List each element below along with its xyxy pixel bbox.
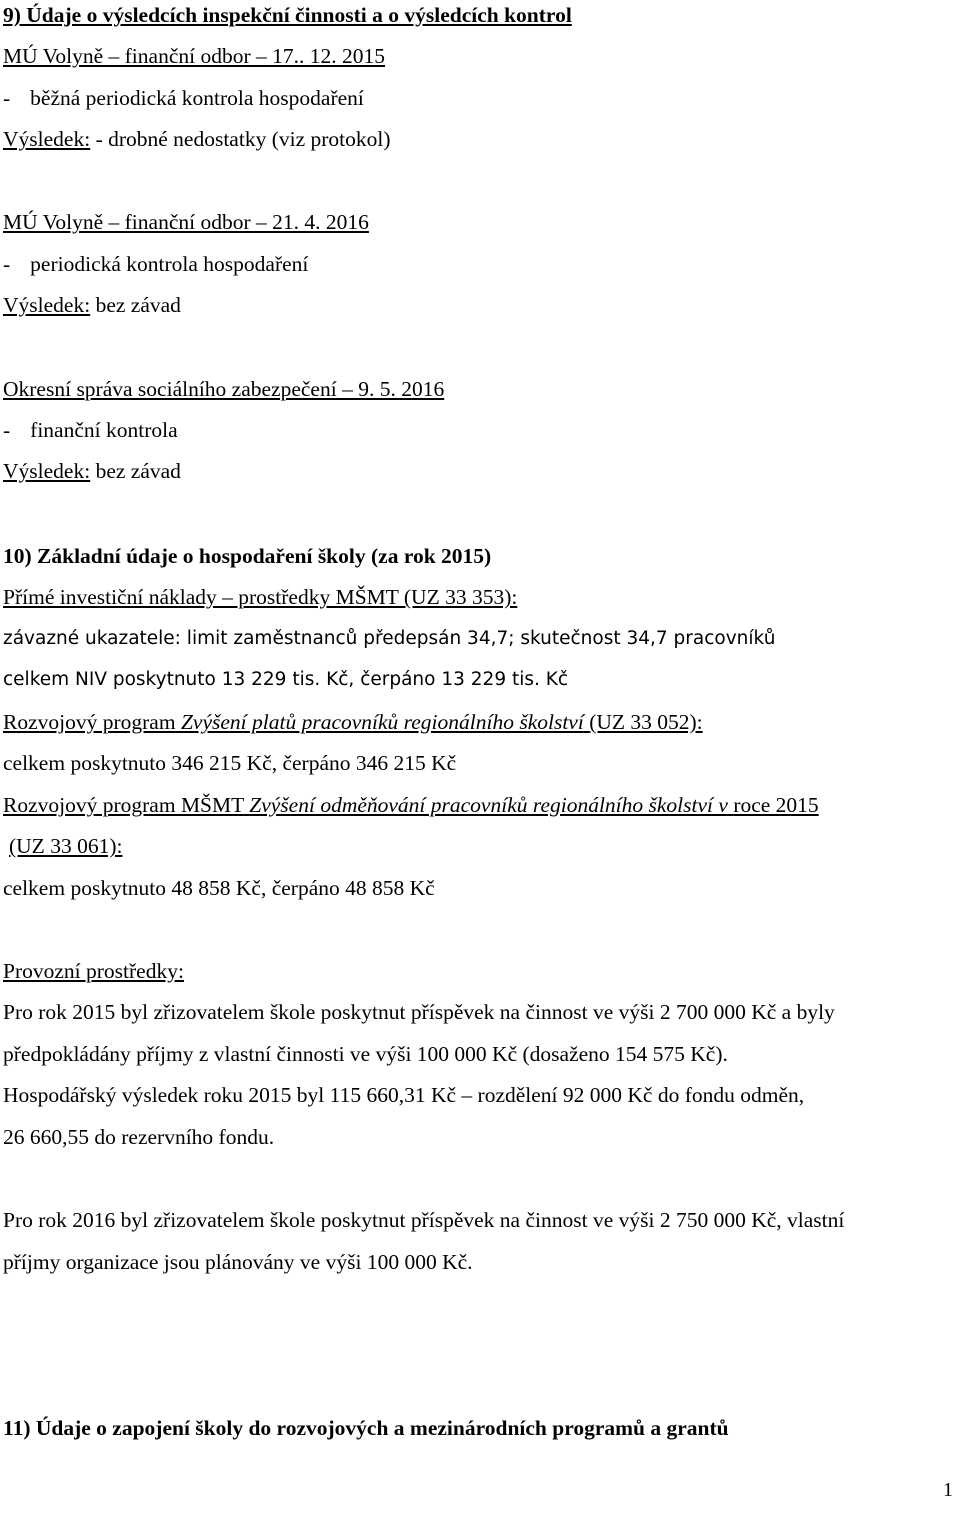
section-9-heading: 9) Údaje o výsledcích inspekční činnosti a o výsledcích kontrol [3,3,572,27]
inspection-2-org-date: MÚ Volyně – finanční odbor – 21. 4. 2016 [3,210,369,234]
program-2-code: (UZ 33 061): [9,834,123,858]
inspection-3-org-date: Okresní správa sociálního zabezpečení – 9. 5. 2016 [3,377,445,401]
inspection-3-result-value: bez závad [95,459,181,483]
program-1-title [3,709,703,735]
operating-line-4: 26 660,55 do rezervního fondu. [3,1125,275,1149]
program-2-suffix: roce 2015 [733,793,819,817]
page-number: 1 [943,1479,953,1501]
inspection-3-type: - finanční kontrola [3,418,178,442]
inspection-2-type: - periodická kontrola hospodaření [3,252,309,276]
inspection-1-type-text: běžná periodická kontrola hospodaření [30,86,364,110]
inspection-3-result [3,458,181,484]
program-2-amounts: celkem poskytnuto 48 858 Kč, čerpáno 48 858 Kč [3,876,435,900]
program-2-name: Zvýšení odměňování pracovníků regionálního školství v [249,793,728,817]
inspection-1-org-date: MÚ Volyně – finanční odbor – 17.. 12. 2015 [3,44,386,68]
inspection-2-type-text: periodická kontrola hospodaření [30,252,309,276]
program-2-title [3,792,819,818]
program-1-amounts: celkem poskytnuto 346 215 Kč, čerpáno 346 215 Kč [3,751,457,775]
inspection-1-result-label: Výsledek: [3,127,91,151]
operating-line-1: Pro rok 2015 byl zřizovatelem škole poskytnut příspěvek na činnost ve výši 2 700 000 Kč a byly [3,1000,835,1024]
operating-line-3: Hospodářský výsledek roku 2015 byl 115 660,31 Kč – rozdělení 92 000 Kč do fondu odměn, [3,1083,805,1107]
program-1-prefix: Rozvojový program [3,710,176,734]
inspection-2-result [3,292,181,318]
inspection-1-result-value: - drobné nedostatky (viz protokol) [95,127,391,151]
program-1-code: (UZ 33 052): [589,710,703,734]
program-1-name: Zvýšení platů pracovníků regionálního školství [180,710,584,734]
inspection-2-result-label: Výsledek: [3,293,91,317]
inspection-2-result-value: bez závad [95,293,181,317]
program-2-prefix: Rozvojový program MŠMT [3,793,244,817]
inspection-3-type-text: finanční kontrola [30,418,178,442]
niv-line: celkem NIV poskytnuto 13 229 tis. Kč, čerpáno 13 229 tis. Kč [3,669,569,690]
plan-line-1: Pro rok 2016 byl zřizovatelem škole poskytnut příspěvek na činnost ve výši 2 750 000 Kč, vlastní [3,1208,845,1232]
inspection-3-result-label: Výsledek: [3,459,91,483]
operating-line-2: předpokládány příjmy z vlastní činnosti ve výši 100 000 Kč (dosaženo 154 575 Kč). [3,1042,728,1066]
inspection-1-type: - běžná periodická kontrola hospodaření [3,86,364,110]
inspection-1-result [3,126,391,152]
operating-funds-title: Provozní prostředky: [3,959,184,983]
plan-line-2: příjmy organizace jsou plánovány ve výši 100 000 Kč. [3,1250,473,1274]
section-11-heading: 11) Údaje o zapojení školy do rozvojových a mezinárodních programů a grantů [3,1416,729,1440]
binding-indicators-line: závazné ukazatele: limit zaměstnanců předepsán 34,7; skutečnost 34,7 pracovníků [3,628,776,649]
section-10-heading: 10) Základní údaje o hospodaření školy (za rok 2015) [3,544,492,568]
direct-costs-title: Přímé investiční náklady – prostředky MŠMT (UZ 33 353): [3,585,518,609]
